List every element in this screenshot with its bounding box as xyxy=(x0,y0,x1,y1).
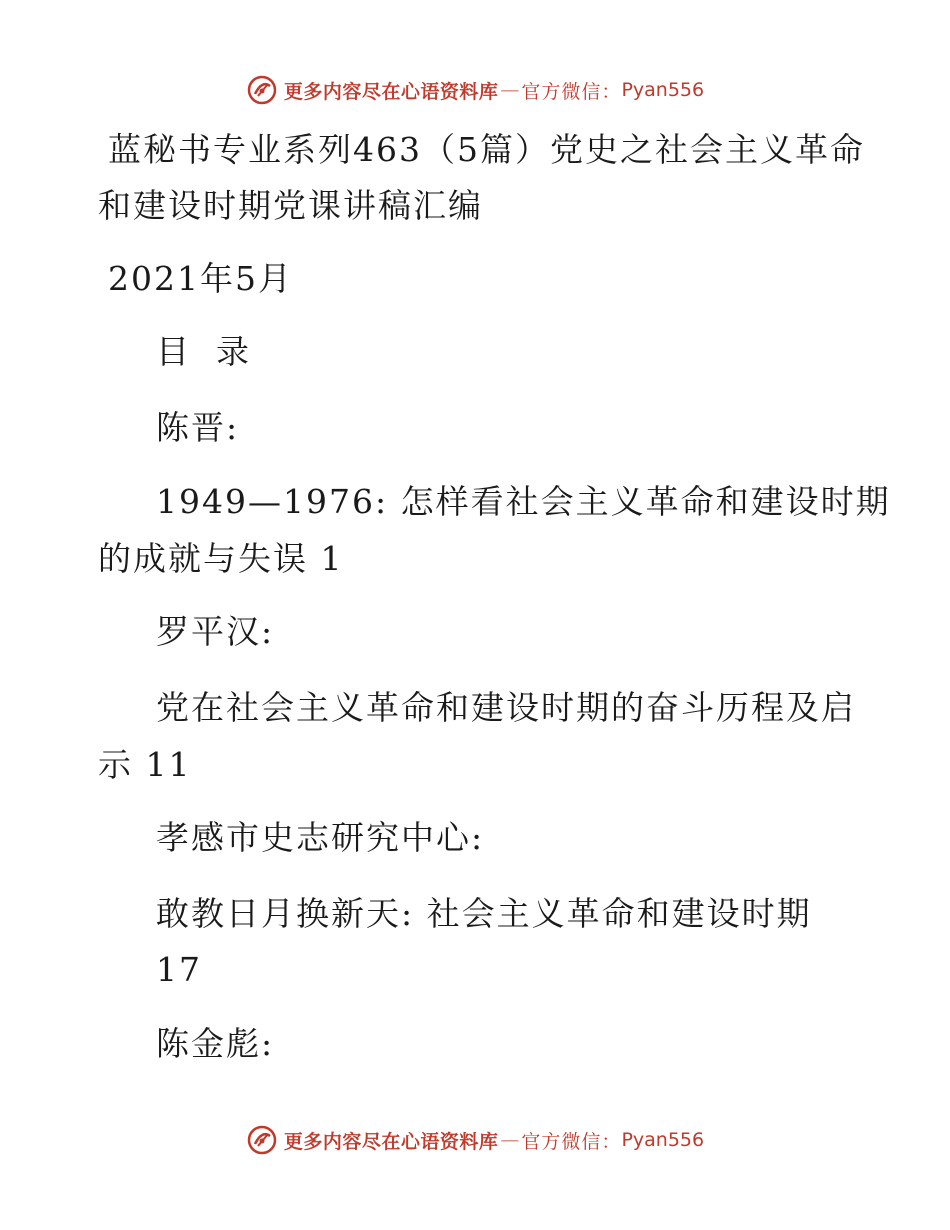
watermark-text: 更多内容尽在心语资料库 xyxy=(283,1130,499,1153)
watermark-separator: — xyxy=(500,79,520,101)
logo-icon xyxy=(246,74,278,106)
watermark-footer xyxy=(0,1120,950,1160)
toc-entry-1-author: 陈晋: xyxy=(156,408,240,447)
toc-entry-4-author: 陈金彪: xyxy=(156,1024,275,1063)
watermark-wechat-label: 官方微信： xyxy=(521,80,622,103)
watermark-separator: — xyxy=(500,1129,520,1151)
toc-entry-3-author: 孝感市史志研究中心: xyxy=(156,818,485,857)
toc-entry-1-title-line2: 的成就与失误 1 xyxy=(98,539,344,578)
watermark-wechat-id: Pyan556 xyxy=(621,1129,705,1151)
toc-entry-2-title-line1: 党在社会主义革命和建设时期的奋斗历程及启 xyxy=(156,688,856,727)
document-date: 2021年5月 xyxy=(108,259,293,298)
toc-entry-2-title-line2: 示 11 xyxy=(98,745,192,784)
toc-entry-3-title-line1: 敢教日月换新天: 社会主义革命和建设时期 xyxy=(156,894,812,933)
toc-entry-1-title-line1: 1949—1976: 怎样看社会主义革命和建设时期 xyxy=(156,482,891,521)
logo-icon xyxy=(246,1124,278,1156)
toc-entry-3-title-line2: 17 xyxy=(156,950,202,989)
watermark-wechat-id: Pyan556 xyxy=(621,79,705,101)
document-title-line1: 蓝秘书专业系列463（5篇）党史之社会主义革命 xyxy=(108,130,865,169)
watermark-wechat-label: 官方微信： xyxy=(521,1130,622,1153)
toc-entry-2-author: 罗平汉: xyxy=(156,612,275,651)
watermark-header xyxy=(0,70,950,110)
toc-heading: 目 录 xyxy=(156,332,251,371)
document-title-line2: 和建设时期党课讲稿汇编 xyxy=(98,186,483,225)
watermark-text: 更多内容尽在心语资料库 xyxy=(283,80,499,103)
